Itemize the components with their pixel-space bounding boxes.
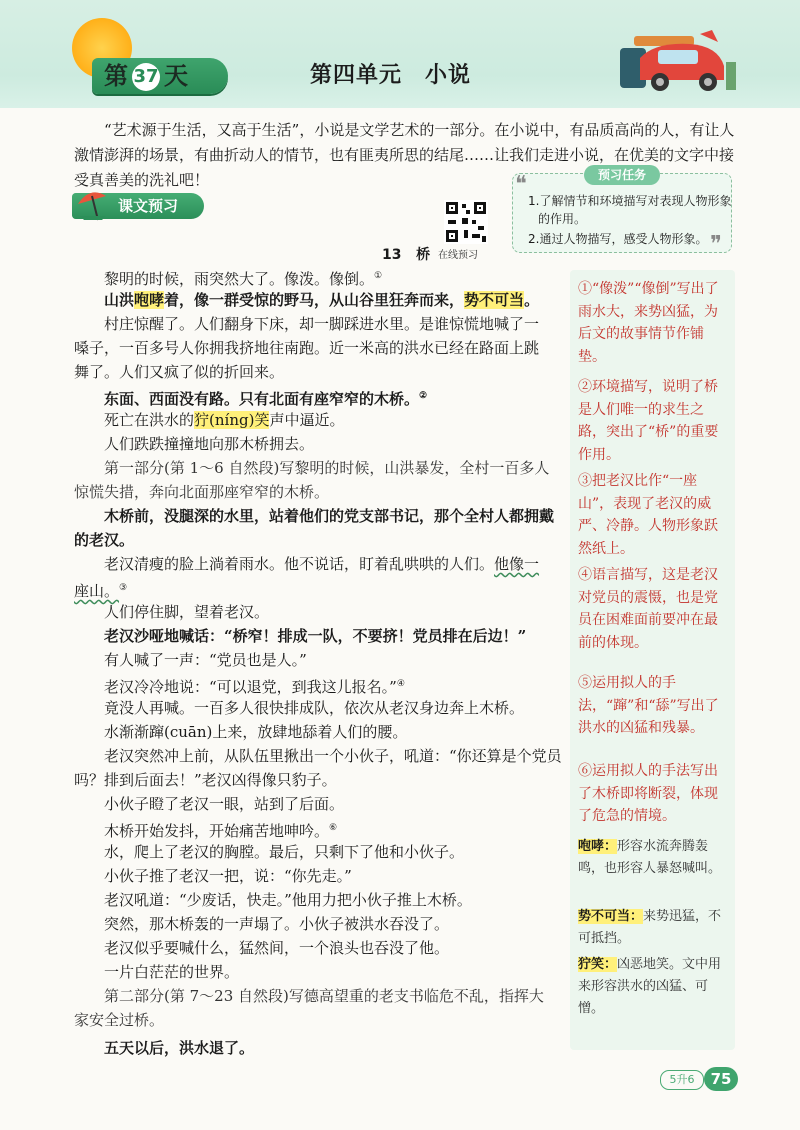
paragraph-14: 水渐渐蹿(cuān)上来，放肆地舔着人们的腰。 — [104, 723, 408, 741]
task-line-2: 的作用。 — [538, 212, 587, 226]
paragraph-7-line-1: 木桥前，没腿深的水里，站着他们的党支部书记，那个全村人都拥戴 — [104, 507, 555, 525]
paragraph-13: 竟没人再喊。一百多人很快排成队，依次从老汉身边奔上木桥。 — [104, 699, 525, 717]
paragraph-3-line-2: 嗓子，一百多号人你拥我挤地往南跑。近一米高的洪水已经在路面上跳 — [74, 339, 540, 357]
note-2: ②环境描写，说明了桥是人们唯一的求生之路，突出了“桥”的重要作用。 — [578, 379, 719, 463]
paragraph-22: 老汉似乎要喊什么，猛然间，一个浪头也吞没了他。 — [104, 939, 450, 957]
paragraph-3-line-1: 村庄惊醒了。人们翻身下床，却一脚踩进水里。是谁惊慌地喊了一 — [104, 315, 540, 333]
annotation-marker-6: ⑥ — [329, 823, 338, 833]
gloss-roar-term: 咆哮： — [578, 839, 618, 854]
gloss-roar — [578, 836, 730, 880]
task-line-3: 2.通过人物描写，感受人物形象。 — [528, 232, 708, 246]
page-number: 75 — [704, 1067, 738, 1091]
note-4: ④语言描写，这是老汉对党员的震慑，也是党员在困难面前要冲在最前的体现。 — [578, 567, 718, 651]
qr-code-icon[interactable] — [444, 200, 488, 244]
paragraph-21: 突然，那木桥轰的一声塌了。小伙子被洪水吞没了。 — [104, 915, 450, 933]
gloss-grin-term: 狞笑： — [578, 957, 618, 972]
annotation-marker-1: ① — [374, 271, 383, 281]
task-title: 预习任务 — [584, 165, 660, 185]
note-6: ⑥运用拟人的手法写出了木桥即将断裂，体现了危急的情境。 — [578, 763, 718, 824]
gloss-roar-text: 形容水流奔腾轰鸣，也形容人暴怒喊叫。 — [578, 839, 722, 876]
open-quote-icon: ❝ — [515, 172, 527, 197]
p1-text: 黎明的时候，雨突然大了。像泼。像倒。 — [104, 270, 375, 288]
annotation-marker-3: ③ — [119, 583, 128, 593]
beach-umbrella-icon — [76, 186, 114, 222]
paragraph-7-line-2: 的老汉。 — [74, 531, 135, 549]
p5-text-c: 声中逼近。 — [269, 411, 345, 429]
paragraph-18: 水，爬上了老汉的胸膛。最后，只剩下了他和小伙子。 — [104, 843, 465, 861]
paragraph-4 — [104, 384, 427, 411]
paragraph-1 — [104, 264, 382, 291]
summary-part-2-line-1: 第二部分(第 7～23 自然段)写德高望重的老支书临危不乱，指挥大 — [104, 987, 544, 1005]
car-icon — [600, 28, 740, 94]
p2-highlight-roar: 咆哮 — [134, 291, 165, 309]
paragraph-15-line-2: 吗？排到后面去！”老汉凶得像只豹子。 — [74, 771, 337, 789]
day-number: 37 — [132, 63, 160, 91]
summary-part-1-line-1: 第一部分(第 1～6 自然段)写黎明的时候，山洪暴发，全村一百多人 — [104, 459, 550, 477]
note-3: ③把老汉比作“一座山”，表现了老汉的威严、冷静。人物形象跃然纸上。 — [578, 473, 718, 557]
paragraph-17 — [104, 816, 337, 843]
unit-title: 第四单元 小说 — [310, 63, 472, 88]
paragraph-11: 有人喊了一声：“党员也是人。” — [104, 651, 307, 669]
paragraph-24: 五天以后，洪水退了。 — [104, 1039, 255, 1057]
note-5: ⑤运用拟人的手法，“蹿”和“舔”写出了洪水的凶猛和残暴。 — [578, 675, 719, 736]
paragraph-15-line-1: 老汉突然冲上前，从队伍里揪出一个小伙子，吼道：“你还算是个党员 — [104, 747, 562, 765]
intro-paragraph: “艺术源于生活，又高于生活”，小说是文学艺术的一部分。在小说中，有品质高尚的人，有让人激情澎湃的场景，有曲折动人的情节，也有匪夷所思的结尾……让我们走进小说，在优美的文字中接受真善美的洗礼吧！ — [74, 121, 735, 189]
gloss-unstoppable-text: 来势迅猛，不可抵挡。 — [578, 909, 722, 946]
paragraph-8-line-1 — [104, 552, 539, 576]
p4-text: 东面、西面没有路。只有北面有座窄窄的木桥。 — [104, 390, 420, 408]
p8-text-a: 老汉清瘦的脸上淌着雨水。他不说话，盯着乱哄哄的人们。 — [104, 555, 495, 573]
paragraph-16: 小伙子瞪了老汉一眼，站到了后面。 — [104, 795, 345, 813]
summary-part-2-line-2: 家安全过桥。 — [74, 1011, 165, 1029]
p8-underlined-a: 他像一 — [494, 555, 540, 573]
lesson-name: 桥 — [416, 247, 431, 263]
paragraph-9: 人们停住脚，望着老汉。 — [104, 603, 270, 621]
p2-highlight-unstoppable: 势不可当 — [464, 291, 525, 309]
summary-part-1-line-2: 惊慌失措，奔向北面那座窄窄的木桥。 — [74, 483, 330, 501]
preview-tag-label: 课文预习 — [118, 197, 179, 215]
day-prefix: 第 — [104, 62, 128, 90]
paragraph-3-line-3: 舞了。人们又疯了似的折回来。 — [74, 363, 285, 381]
grade-tag: 5升6 — [660, 1070, 704, 1090]
close-quote-icon: ❞ — [710, 232, 722, 257]
paragraph-6: 人们跌跌撞撞地向那木桥拥去。 — [104, 435, 315, 453]
paragraph-12 — [104, 672, 405, 699]
paragraph-8-line-2 — [74, 576, 127, 603]
p2-text-e: 。 — [524, 291, 540, 309]
annotation-marker-4: ④ — [396, 679, 405, 689]
paragraph-2 — [104, 288, 539, 312]
p2-text-c: 着，像一群受惊的野马，从山谷里狂奔而来， — [164, 291, 465, 309]
gloss-unstoppable — [578, 906, 730, 950]
annotation-marker-2: ② — [419, 391, 428, 401]
paragraph-5 — [104, 408, 344, 432]
qr-caption: 在线预习 — [438, 250, 478, 261]
paragraph-10: 老汉沙哑地喊话：“桥窄！排成一队，不要挤！党员排在后边！” — [104, 627, 527, 645]
p8-underlined-b: 座山。 — [74, 582, 120, 600]
p5-text-a: 死亡在洪水的 — [104, 411, 195, 429]
p17-text: 木桥开始发抖，开始痛苦地呻吟。 — [104, 822, 330, 840]
day-suffix: 天 — [164, 62, 188, 90]
lesson-title — [382, 244, 430, 264]
paragraph-19: 小伙子推了老汉一把，说：“你先走。” — [104, 867, 352, 885]
p12-text: 老汉冷冷地说：“可以退党，到我这儿报名。” — [104, 678, 397, 696]
paragraph-23: 一片白茫茫的世界。 — [104, 963, 240, 981]
note-1: ①“像泼”“像倒”写出了雨水大，来势凶猛，为后文的故事情节作铺垫。 — [578, 281, 719, 365]
lesson-number: 13 — [382, 247, 402, 263]
day-label — [104, 60, 188, 92]
p2-text-a: 山洪 — [104, 291, 135, 309]
gloss-unstoppable-term: 势不可当： — [578, 909, 644, 924]
gloss-grin — [578, 954, 730, 1020]
task-line-1: 1.了解情节和环境描写对表现人物形象 — [528, 194, 732, 208]
paragraph-20: 老汉吼道：“少废话，快走。”他用力把小伙子推上木桥。 — [104, 891, 472, 909]
gloss-grin-text: 凶恶地笑。文中用来形容洪水的凶猛、可憎。 — [578, 957, 722, 1016]
p5-highlight-grin: 狞(níng)笑 — [194, 411, 270, 429]
